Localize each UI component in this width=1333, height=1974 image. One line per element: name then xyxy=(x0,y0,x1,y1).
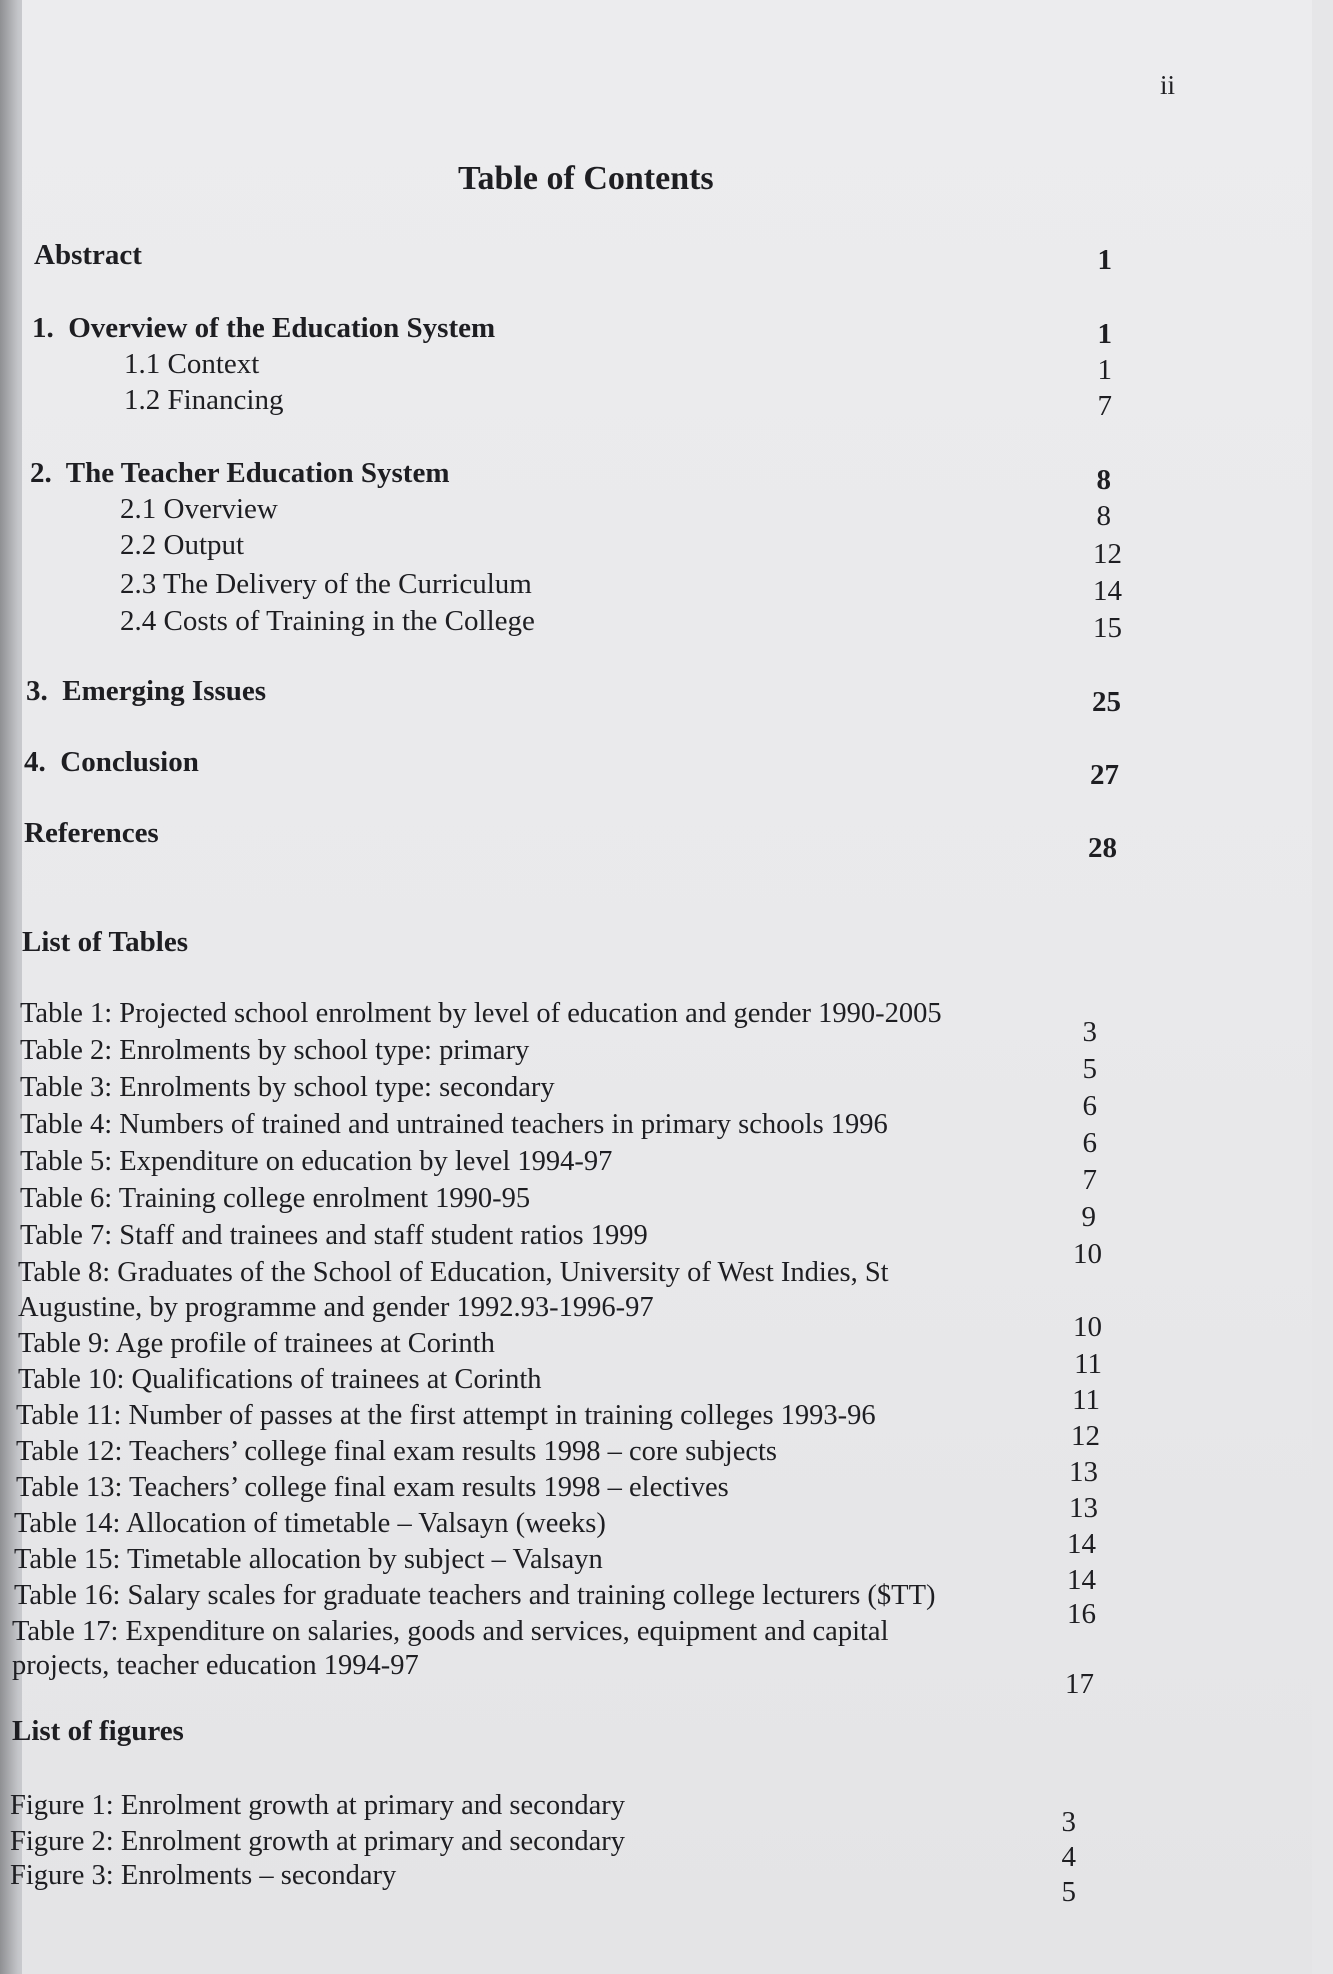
table-entry-14: Table 14: Allocation of timetable – Valsayn (weeks) xyxy=(14,1508,606,1539)
table-entry-4: Table 4: Numbers of trained and untrained teachers in primary schools 1996 xyxy=(20,1109,888,1140)
table-entry-7-page: 10 xyxy=(1073,1238,1102,1270)
table-entry-10: Table 10: Qualifications of trainees at Corinth xyxy=(18,1364,542,1395)
toc-abstract-page: 1 xyxy=(1097,244,1112,276)
table-entry-5-page: 7 xyxy=(1082,1164,1097,1196)
toc-sub-2-3: 2.3 The Delivery of the Curriculum xyxy=(120,568,532,600)
table-entry-17-line-2: projects, teacher education 1994-97 xyxy=(12,1650,419,1681)
toc-section-2: 2. The Teacher Education System xyxy=(30,457,450,489)
table-entry-16: Table 16: Salary scales for graduate teachers and training college lecturers ($TT) xyxy=(14,1580,936,1611)
toc-section-1-page: 1 xyxy=(1097,318,1112,350)
toc-sub-1-1: 1.1 Context xyxy=(124,348,260,380)
table-entry-11-page: 12 xyxy=(1071,1420,1100,1452)
figure-entry-3: Figure 3: Enrolments – secondary xyxy=(10,1860,397,1891)
toc-section-1: 1. Overview of the Education System xyxy=(32,312,496,344)
table-entry-11: Table 11: Number of passes at the first attempt in training colleges 1993-96 xyxy=(16,1400,876,1431)
toc-section-2-page: 8 xyxy=(1096,464,1111,496)
toc-section-3: 3. Emerging Issues xyxy=(26,675,267,707)
table-entry-15: Table 15: Timetable allocation by subject – Valsayn xyxy=(14,1544,603,1575)
table-entry-13-page: 13 xyxy=(1069,1492,1098,1524)
list-of-tables-heading: List of Tables xyxy=(22,926,188,958)
toc-sub-2-1-page: 8 xyxy=(1096,500,1111,532)
toc-section-4: 4. Conclusion xyxy=(24,746,199,778)
figure-entry-2: Figure 2: Enrolment growth at primary and secondary xyxy=(10,1826,625,1857)
roman-page-number: ii xyxy=(1160,70,1176,100)
table-entry-13: Table 13: Teachers’ college final exam results 1998 – electives xyxy=(16,1472,729,1503)
table-entry-8-page: 10 xyxy=(1073,1311,1102,1343)
table-entry-2: Table 2: Enrolments by school type: primary xyxy=(20,1035,530,1066)
toc-sub-1-1-page: 1 xyxy=(1097,354,1112,386)
toc-abstract: Abstract xyxy=(34,239,142,271)
toc-sub-2-3-page: 14 xyxy=(1093,575,1122,607)
document-page xyxy=(10,0,1312,1974)
table-entry-12: Table 12: Teachers’ college final exam results 1998 – core subjects xyxy=(16,1436,778,1467)
toc-section-4-page: 27 xyxy=(1090,759,1119,791)
table-entry-3-page: 6 xyxy=(1082,1090,1097,1122)
toc-sub-2-1: 2.1 Overview xyxy=(120,493,278,525)
table-entry-10-page: 11 xyxy=(1072,1384,1100,1416)
list-of-figures-heading: List of figures xyxy=(12,1715,184,1747)
table-entry-9-page: 11 xyxy=(1074,1348,1102,1380)
toc-sub-1-2: 1.2 Financing xyxy=(124,384,284,416)
table-entry-6-page: 9 xyxy=(1081,1201,1096,1233)
table-entry-7: Table 7: Staff and trainees and staff student ratios 1999 xyxy=(20,1220,648,1251)
table-entry-3: Table 3: Enrolments by school type: secondary xyxy=(20,1072,555,1103)
toc-sub-2-2: 2.2 Output xyxy=(120,529,245,561)
table-entry-1-page: 3 xyxy=(1082,1016,1097,1048)
toc-sub-2-4-page: 15 xyxy=(1093,612,1122,644)
table-entry-2-page: 5 xyxy=(1082,1053,1097,1085)
table-entry-4-page: 6 xyxy=(1082,1127,1097,1159)
table-entry-14-page: 14 xyxy=(1067,1528,1096,1560)
table-entry-15-page: 14 xyxy=(1067,1564,1096,1596)
figure-entry-2-page: 4 xyxy=(1061,1841,1076,1873)
figure-entry-3-page: 5 xyxy=(1061,1876,1076,1908)
table-entry-17-page: 17 xyxy=(1065,1668,1094,1700)
figure-entry-1-page: 3 xyxy=(1061,1806,1076,1838)
toc-section-3-page: 25 xyxy=(1092,686,1121,718)
table-entry-8: Table 8: Graduates of the School of Education, University of West Indies, St xyxy=(18,1257,889,1288)
toc-sub-1-2-page: 7 xyxy=(1097,390,1112,422)
toc-references-page: 28 xyxy=(1088,832,1117,864)
table-entry-1: Table 1: Projected school enrolment by level of education and gender 1990-2005 xyxy=(20,998,942,1029)
toc-references: References xyxy=(24,817,159,849)
toc-sub-2-4: 2.4 Costs of Training in the College xyxy=(120,605,535,637)
table-entry-6: Table 6: Training college enrolment 1990-95 xyxy=(20,1183,531,1214)
toc-sub-2-2-page: 12 xyxy=(1093,538,1122,570)
table-entry-8-line-2: Augustine, by programme and gender 1992.93-1996-97 xyxy=(18,1292,654,1323)
toc-title: Table of Contents xyxy=(458,160,714,197)
table-entry-16-page: 16 xyxy=(1067,1598,1096,1630)
table-entry-9: Table 9: Age profile of trainees at Corinth xyxy=(18,1328,495,1359)
table-entry-17: Table 17: Expenditure on salaries, goods and services, equipment and capital xyxy=(12,1616,889,1647)
figure-entry-1: Figure 1: Enrolment growth at primary and secondary xyxy=(10,1790,625,1821)
table-entry-5: Table 5: Expenditure on education by level 1994-97 xyxy=(20,1146,613,1177)
table-entry-12-page: 13 xyxy=(1069,1456,1098,1488)
